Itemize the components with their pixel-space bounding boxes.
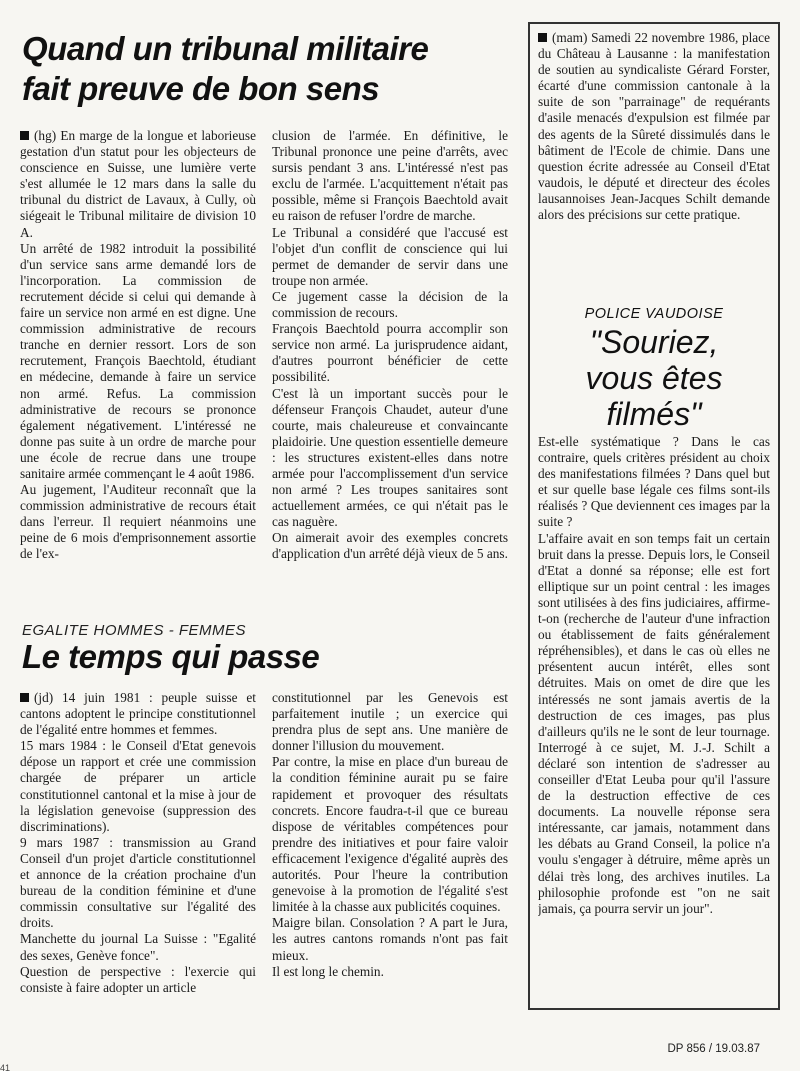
article2-title: Le temps qui passe xyxy=(22,638,320,675)
sidebar-title-line1: "Souriez, xyxy=(589,324,719,360)
paragraph: Le Tribunal a considéré que l'accusé est l'objet d'un conflit de conscience qui lui permet de demander de servir dans une troupe non armée. xyxy=(272,224,508,288)
paragraph: Manchette du journal La Suisse : "Egalité des sexes, Genève fonce". xyxy=(20,931,256,963)
paragraph: (hg) En marge de la longue et laborieuse gestation d'un statut pour les objecteurs de conscience en Suisse, une lumière verte s'est allumée le 12 mars dans la salle du tribunal du district de Lavaux, à Cully, où siégeait le Tribunal militaire de division 10 A. xyxy=(20,128,256,240)
sidebar-kicker: POLICE VAUDOISE xyxy=(584,306,724,322)
paragraph: clusion de l'armée. En définitive, le Tribunal prononce une peine d'arrêts, avec sursis pendant 3 ans. L'intéressé n'est pas exclu de l'armée. L'acquittement n'était pas possible, même si François Baechtold avait eu raison de refuser l'ordre de marche. xyxy=(272,128,508,224)
paragraph: L'affaire avait en son temps fait un certain bruit dans la presse. Depuis lors, le Conseil d'Etat a donné sa réponse; elle est fort elliptique sur un point central : les images sont utilisées à des fins judiciaires, affirme-t-on (recherche de l'auteur d'une infraction ou établissement de faits généralement répréhensibles), et dans le cas où elles ne présentent aucun intérêt, elles sont détruites. Mais on omet de dire que les intéressés ne sont jamais avertis de la destruction de ces images, pas plus d'ailleurs qu'ils ne le sont de leur tournage. Interrogé à ce sujet, M. J.-J. Schilt a déclaré son intention de s'adresser au conseiller d'Etat Leuba pour qu'il l'assure de la destruction effective de ces documents. La nouvelle réponse sera intéressante, car jamais, notamment dans les débats au Grand Conseil, la police n'a voulu s'engager à détruire, même après un délai très long, des archives inutiles. La philosophie profonde est "on ne sait jamais, ça pourra servir un jour". xyxy=(538,530,770,916)
article2-column-2 xyxy=(272,690,508,1015)
article1-column-2 xyxy=(272,128,508,603)
page-number: 41 xyxy=(0,1063,11,1071)
paragraph: 9 mars 1987 : transmission au Grand Conseil d'un projet d'article constitutionnel et annonce de la création prochaine d'un bureau de la condition féminine et d'une commissin consultative sur l'égalité des droits. xyxy=(20,834,256,931)
sidebar-intro xyxy=(538,30,770,302)
sidebar-title-line2: vous êtes xyxy=(585,360,723,396)
article2-kicker: EGALITE HOMMES - FEMMES xyxy=(22,622,247,639)
paragraph: Il est long le chemin. xyxy=(272,963,384,979)
sidebar-title-line3: filmés" xyxy=(606,396,702,432)
footer-issue-date: DP 856 / 19.03.87 xyxy=(667,1043,760,1055)
article1-title-line1: Quand un tribunal militaire xyxy=(22,30,429,67)
sidebar-body xyxy=(538,434,770,1004)
article1-title-line2: fait preuve de bon sens xyxy=(22,70,380,107)
paragraph: Un arrêté de 1982 introduit la possibilité d'un service sans arme demandé lors de l'incorporation. La commission de recrutement décide si celui qui demande à faire un service non armé en est digne. Une commission administrative de recours tranche en dernier ressort. Lors de son recrutement, François Baechtold, étudiant en médecine, demande à faire un service non armé. Refus. La commission administrative de recours se prononce également négativement. L'intéressé ne donne pas suite à un ordre de marche pour une école de recrue dans une troupe sanitaire armée commençant le 4 août 1986. xyxy=(20,240,256,481)
paragraph: Ce jugement casse la décision de la commission de recours. xyxy=(272,288,508,321)
article1-column-1 xyxy=(20,128,256,603)
paragraph: (jd) 14 juin 1981 : peuple suisse et cantons adoptent le principe constitutionnel de l'égalité entre hommes et femmes. xyxy=(20,690,256,738)
paragraph: On aimerait avoir des exemples concrets d'application d'un arrêté déjà vieux de 5 ans. xyxy=(272,530,508,562)
paragraph: Maigre bilan. Consolation ? A part le Jura, les autres cantons romands n'ont pas fait mieux. xyxy=(272,915,508,963)
paragraph: C'est là un important succès pour le défenseur François Chaudet, auteur d'une courte, mais chaleureuse et convaincante plaidoirie. Une question essentielle demeure : les structures existent-elles dans notre armée pour l'accomplissement d'un service non armé ? Les troupes sanitaires sont actuellement armées, ce qui n'était pas le cas naguère. xyxy=(272,385,508,530)
paragraph: (mam) Samedi 22 novembre 1986, place du Château à Lausanne : la manifestation de soutien au syndicaliste Gérard Forster, écarté d'une commission cantonale à la suite de son "parrainage" de requérants d'asile menacés d'expulsion est filmée par des agents de la Sûreté dissimulés dans le bâtiment de l'Ecole de chimie. Dans une question écrite adressée au Conseil d'Etat vaudois, le député et directeur des écoles lausannoises Jean-Jacques Schilt demande alors des précisions sur cette pratique. xyxy=(538,30,770,223)
bullet-square-icon xyxy=(20,131,29,140)
paragraph: constitutionnel par les Genevois est parfaitement inutile ; un exercice qui prendra plus de sept ans. Une manière de donner l'illusion du mouvement. xyxy=(272,690,508,754)
sidebar-box xyxy=(528,22,780,1010)
bullet-square-icon xyxy=(538,33,547,42)
paragraph: 15 mars 1984 : le Conseil d'Etat genevois dépose un rapport et crée une commission chargée de préparer un article constitutionnel cantonal et la mise à jour de la législation genevoise (suppression des discriminations). xyxy=(20,738,256,834)
bullet-square-icon xyxy=(20,693,29,702)
paragraph: Est-elle systématique ? Dans le cas contraire, quels critères président au choix des manifestations filmées ? Dans quel but et sur quelle base légale ces films sont-ils réalisés ? Que deviennent ces images par la suite ? xyxy=(538,434,770,530)
paragraph: Par contre, la mise en place d'un bureau de la condition féminine aurait pu se faire rapidement et provoquer des résultats concrets. Encore faudra-t-il que ce bureau dispose de véritables compétences pour prendre des initiatives et pour faire valoir efficacement l'exigence d'égalité auprès des autorités. Pour l'heure la contribution genevoise à la promotion de l'égalité s'est limitée à la chasse aux publicités coquines. xyxy=(272,754,508,915)
paragraph: Question de perspective : l'exercie qui consiste à faire adopter un article xyxy=(20,963,256,995)
article2-column-1 xyxy=(20,690,256,1015)
paragraph: François Baechtold pourra accomplir son service non armé. La jurisprudence aidant, d'autres pourront bénéficier de cette possibilité. xyxy=(272,321,508,385)
paragraph: Au jugement, l'Auditeur reconnaît que la commission administrative de recours était dans l'erreur. Il requiert néanmoins une peine de 6 mois d'emprisonnement assortie de l'ex- xyxy=(20,482,256,562)
